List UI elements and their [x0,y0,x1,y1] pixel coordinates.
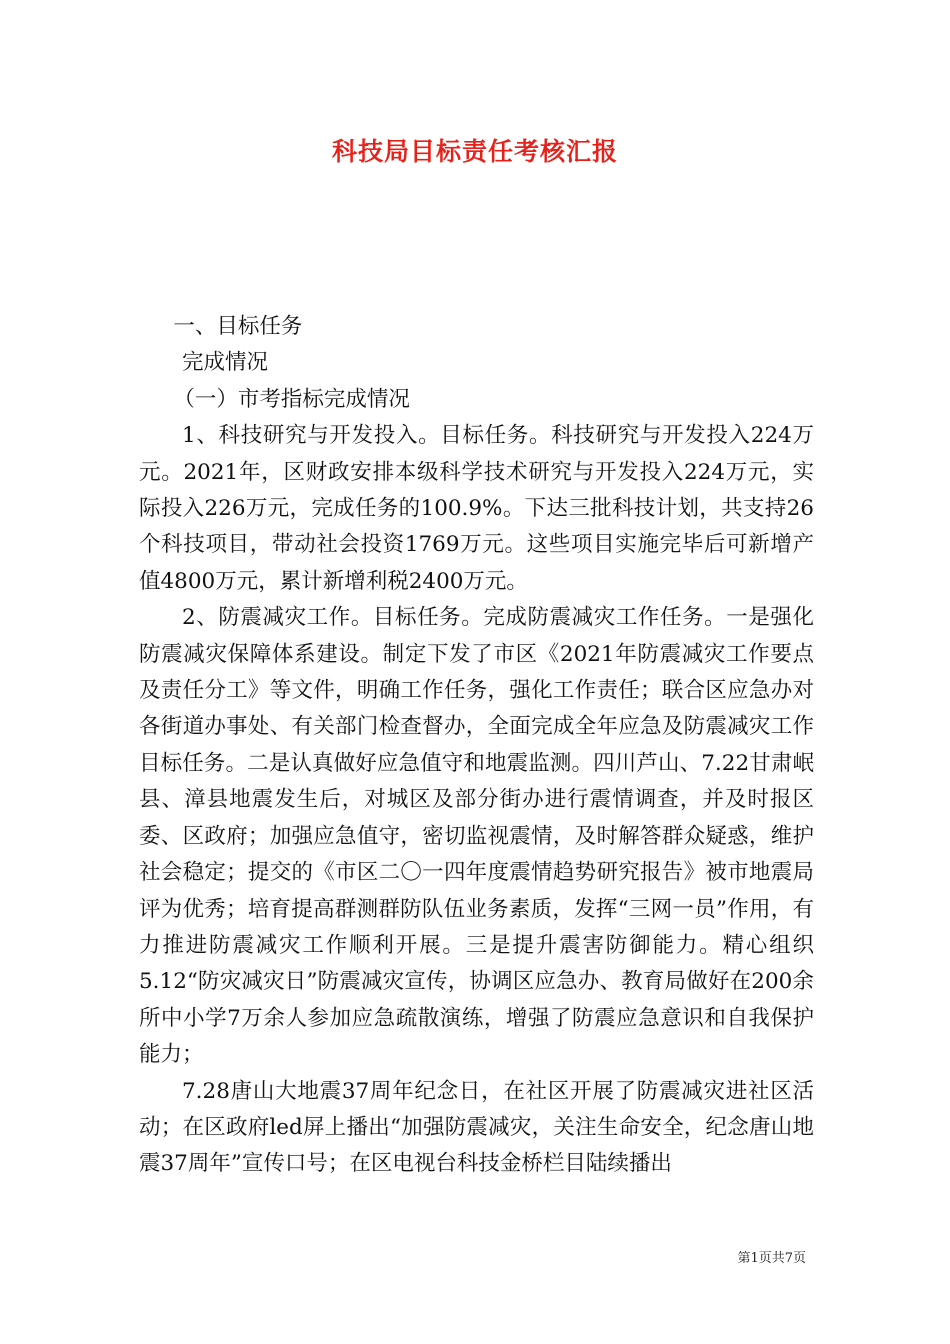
paragraph-1: 1、科技研究与开发投入。目标任务。科技研究与开发投入224万元。2021年，区财政安排本级科学技术研究与开发投入224万元，实际投入226万元，完成任务的100.9%。下达三批科技计划，共支持26个科技项目，带动社会投资1769万元。这些项目实施完毕后可新增产值4800万元，累计新增利税2400万元。 [139,423,814,594]
page-number: 第1页共7页 [737,1251,806,1266]
paragraph-2: 2、防震减灾工作。目标任务。完成防震减灾工作任务。一是强化防震减灾保障体系建设。制定下发了市区《2021年防震减灾工作要点及责任分工》等文件，明确工作任务，强化工作责任；联合区应急办对各街道办事处、有关部门检查督办，全面完成全年应急及防震减灾工作目标任务。二是认真做好应急值守和地震监测。四川芦山、7.22甘肃岷县、漳县地震发生后，对城区及部分街办进行震情调查，并及时报区委、区政府；加强应急值守，密切监视震情，及时解答群众疑惑，维护社会稳定；提交的《市区二〇一四年度震情趋势研究报告》被市地震局评为优秀；培育提高群测群防队伍业务素质，发挥“三网一员”作用，有力推进防震减灾工作顺利开展。三是提升震害防御能力。精心组织5.12“防灾减灾日”防震减灾宣传，协调区应急办、教育局做好在200余所中小学7万余人参加应急疏散演练，增强了防震应急意识和自我保护能力； [139,605,814,1068]
document-title: 科技局目标责任考核汇报 [331,137,618,166]
subsection-heading-2: （一）市考指标完成情况 [173,386,410,412]
section-heading: 一、目标任务 [173,314,303,339]
paragraph-3: 7.28唐山大地震37周年纪念日，在社区开展了防震减灾进社区活动；在区政府led屏上播出“加强防震减灾，关注生命安全，纪念唐山地震37周年”宣传口号；在区电视台科技金桥栏目陆续播出 [139,1078,814,1177]
document-body [139,309,814,1183]
subsection-heading: 完成情况 [182,350,269,376]
